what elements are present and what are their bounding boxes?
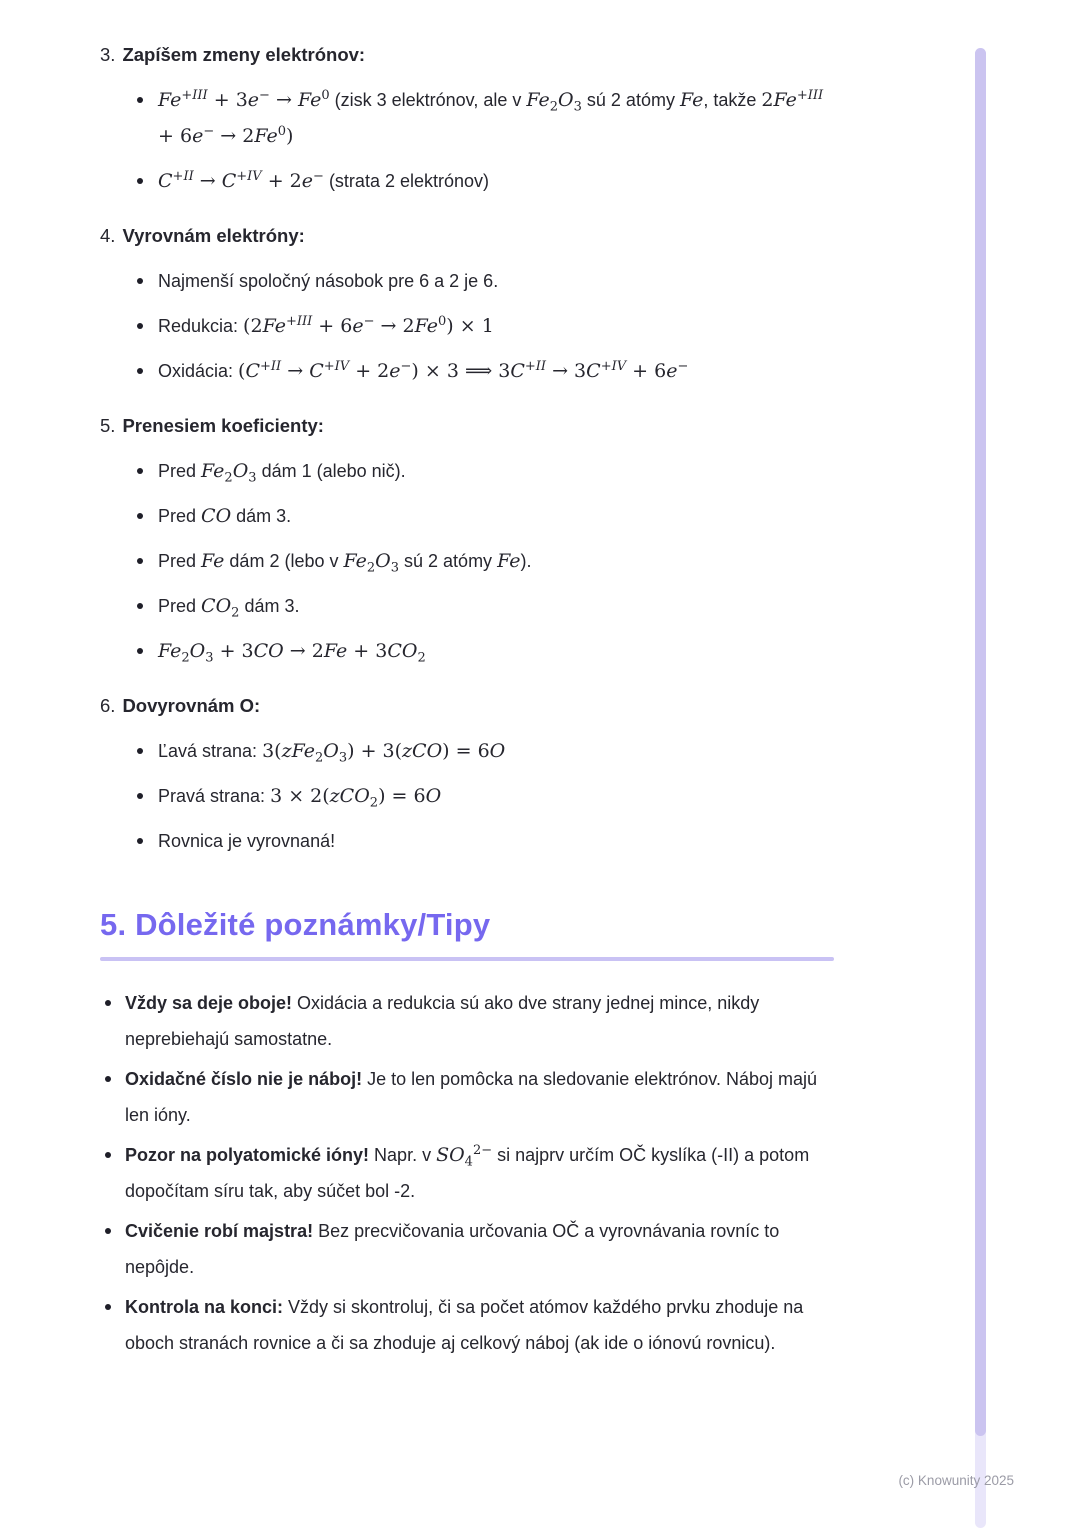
math-run: ) × 1 xyxy=(446,315,494,337)
section-title: Vyrovnám elektróny: xyxy=(122,225,305,246)
section-heading xyxy=(100,225,834,247)
notes-list xyxy=(100,985,834,1361)
math-run: 0 xyxy=(321,88,330,103)
text-run: Je to len pomôcka na sledovanie elektrónov. Náboj majú len ióny. xyxy=(125,1069,818,1125)
text-run: Rovnica je vyrovnaná! xyxy=(158,831,336,851)
math-run: O xyxy=(558,89,574,111)
math-run: ) × 3 xyxy=(411,360,465,382)
math-run: 2 xyxy=(366,560,376,576)
text-run: Oxidačné číslo nie je náboj! xyxy=(125,1069,363,1089)
text-run: (zisk 3 elektrónov, ale v xyxy=(329,90,527,110)
section-heading xyxy=(100,415,834,437)
document-body xyxy=(100,44,834,1365)
math-run: +II xyxy=(524,359,547,374)
list-item xyxy=(158,498,834,534)
math-run: + 6 xyxy=(158,125,193,147)
text-run: si najprv určím OČ kyslíka (-II) a potom dopočítam síru tak, aby súčet bol -2. xyxy=(125,1145,810,1201)
math-run: 3 xyxy=(338,750,348,766)
math-run: Fe xyxy=(343,550,367,572)
math-run: e xyxy=(192,125,204,147)
section-number: 5. xyxy=(100,415,116,436)
math-run: 2 xyxy=(231,605,240,621)
text-run: Pred xyxy=(158,551,202,571)
math-run: 3 xyxy=(205,650,214,666)
text-run: Ľavá strana: xyxy=(158,741,263,761)
section-bullet-list xyxy=(100,453,834,669)
math-run: Fe xyxy=(526,89,550,111)
scrollbar-thumb[interactable] xyxy=(975,48,986,1436)
math-run: 3 xyxy=(390,560,400,576)
math-run: + 2 xyxy=(349,360,390,382)
math-run: ) xyxy=(285,125,294,147)
text-run: Kontrola na konci: xyxy=(125,1297,284,1317)
math-run: → 2 xyxy=(374,315,415,337)
math-run: 2− xyxy=(472,1143,493,1158)
text-run: Pred xyxy=(158,461,202,481)
math-run: 3 xyxy=(573,99,582,115)
notes-heading: 5. Dôležité poznámky/Tipy xyxy=(100,907,491,942)
note-item xyxy=(125,1213,834,1285)
section-5 xyxy=(100,415,834,669)
math-run: 4 xyxy=(464,1154,473,1170)
text-run: Napr. v xyxy=(369,1145,437,1165)
math-run: O xyxy=(375,550,391,572)
math-run: O xyxy=(189,640,206,662)
footer xyxy=(898,1473,1014,1488)
list-item xyxy=(158,543,834,579)
text-run: Pred xyxy=(158,596,202,616)
math-run: Fe xyxy=(254,125,278,147)
math-run: Fe xyxy=(679,89,704,111)
numbered-sections xyxy=(100,44,834,859)
math-run: +IV xyxy=(323,359,350,374)
math-run: +II xyxy=(172,169,194,184)
math-run: C xyxy=(510,360,525,382)
math-run: + 3 xyxy=(347,640,388,662)
math-run: → 3 xyxy=(546,360,587,382)
text-run: Cvičenie robí majstra! xyxy=(125,1221,314,1241)
math-run: → xyxy=(281,360,310,382)
text-run: Vždy si skontroluj, či sa počet atómov každého prvku zhoduje na oboch stranách rovnice a či sa zhoduje aj celkový náboj (ak ide o iónovú rovnicu). xyxy=(125,1297,804,1353)
list-item xyxy=(158,778,834,814)
math-run: 2 xyxy=(314,750,324,766)
math-run: ⟹ xyxy=(464,360,493,382)
math-run: Fe xyxy=(158,89,182,111)
math-run: zFe xyxy=(281,740,315,762)
math-run: O xyxy=(489,740,506,762)
math-run: + 6 xyxy=(312,315,353,337)
text-run: Oxidácia a redukcia sú ako dve strany jednej mince, nikdy neprebiehajú samostatne. xyxy=(125,993,760,1049)
section-number: 3. xyxy=(100,44,116,65)
math-run: CO xyxy=(201,505,232,527)
math-run: O xyxy=(323,740,339,762)
list-item xyxy=(158,633,834,669)
math-run: O xyxy=(425,785,442,807)
math-run: +III xyxy=(181,88,208,103)
text-run: dám 3. xyxy=(231,506,292,526)
text-run: Vždy sa deje oboje! xyxy=(125,993,293,1013)
math-run: zCO xyxy=(402,740,443,762)
section-bullet-list xyxy=(100,263,834,389)
math-run: O xyxy=(232,460,249,482)
text-run: Pravá strana: xyxy=(158,786,271,806)
math-run: ) = 6 xyxy=(442,740,490,762)
math-run: Fe xyxy=(497,550,521,572)
math-run: 2 xyxy=(549,99,559,115)
list-item xyxy=(158,263,834,299)
text-run: Najmenší spoločný násobok pre 6 a 2 je 6. xyxy=(158,271,499,291)
math-run: 3( xyxy=(262,740,282,762)
math-run: Fe xyxy=(414,315,438,337)
list-item xyxy=(158,823,834,859)
section-title: Prenesiem koeficienty: xyxy=(122,415,324,436)
math-run: + 3 xyxy=(207,89,248,111)
math-run: Fe xyxy=(158,640,182,662)
math-run: 2 xyxy=(181,650,190,666)
math-run: + 2 xyxy=(261,170,302,192)
list-item xyxy=(158,163,834,199)
math-run: +III xyxy=(796,88,824,103)
text-run: sú 2 atómy xyxy=(399,551,498,571)
math-run: +III xyxy=(285,314,313,329)
math-run: e xyxy=(247,89,260,111)
copyright-text: (c) Knowunity 2025 xyxy=(898,1473,1014,1488)
section-4 xyxy=(100,225,834,389)
section-title: Zapíšem zmeny elektrónov: xyxy=(122,44,366,65)
math-run: 2 xyxy=(417,650,426,666)
math-run: 3 xyxy=(492,360,511,382)
math-run: e xyxy=(389,360,401,382)
math-run: − xyxy=(259,88,270,103)
math-run: 0 xyxy=(438,314,447,329)
math-run: → 2 xyxy=(214,125,255,147)
list-item xyxy=(158,353,834,389)
math-run: → xyxy=(193,170,222,192)
math-run: 2 xyxy=(369,795,379,811)
math-run: 3 xyxy=(248,470,257,486)
list-item xyxy=(158,308,834,344)
math-run: +IV xyxy=(600,359,627,374)
text-run: Redukcia: xyxy=(158,316,244,336)
math-run: (2 xyxy=(243,315,263,337)
section-number: 4. xyxy=(100,225,116,246)
text-run: dám 2 (lebo v xyxy=(224,551,344,571)
math-run: → 2 xyxy=(283,640,324,662)
math-run: e xyxy=(666,360,678,382)
math-run: 2 xyxy=(224,470,233,486)
math-run: 3 × 2( xyxy=(270,785,330,807)
math-run: C xyxy=(245,360,261,382)
section-bullet-list xyxy=(100,733,834,859)
math-run: ( xyxy=(238,360,246,382)
scrollbar-track[interactable] xyxy=(975,48,986,1528)
math-run: SO xyxy=(436,1144,465,1166)
math-run: → xyxy=(269,89,298,111)
math-run: − xyxy=(363,314,375,329)
note-item xyxy=(125,1061,834,1133)
math-run: Fe xyxy=(201,550,225,572)
math-run: Fe xyxy=(262,315,286,337)
math-run: − xyxy=(677,359,689,374)
math-run: C xyxy=(158,170,173,192)
notes-heading-rule xyxy=(100,957,834,961)
math-run: CO xyxy=(201,595,232,617)
math-run: + 6 xyxy=(626,360,667,382)
math-run: C xyxy=(309,360,324,382)
math-run: ) + 3( xyxy=(347,740,403,762)
math-run: 2 xyxy=(761,89,774,111)
section-6 xyxy=(100,695,834,859)
text-run: Pozor na polyatomické ióny! xyxy=(125,1145,370,1165)
text-run: Oxidácia: xyxy=(158,361,239,381)
text-run: sú 2 atómy xyxy=(581,90,680,110)
list-item xyxy=(158,453,834,489)
math-run: C xyxy=(221,170,237,192)
math-run: +II xyxy=(260,359,282,374)
math-run: +IV xyxy=(236,169,262,184)
math-run: e xyxy=(301,170,314,192)
text-run: dám 3. xyxy=(239,596,300,616)
math-run: Fe xyxy=(773,89,797,111)
math-run: − xyxy=(203,124,215,139)
text-run: (strata 2 elektrónov) xyxy=(323,171,490,191)
text-run: Bez precvičovania určovania OČ a vyrovnávania rovníc to nepôjde. xyxy=(125,1221,780,1277)
math-run: CO xyxy=(253,640,284,662)
list-item xyxy=(158,588,834,624)
math-run: − xyxy=(400,359,412,374)
math-run: Fe xyxy=(323,640,348,662)
note-item xyxy=(125,985,834,1057)
section-heading xyxy=(100,695,834,717)
section-number: 6. xyxy=(100,695,116,716)
math-run: Fe xyxy=(201,460,225,482)
note-item xyxy=(125,1137,834,1209)
math-run: + 3 xyxy=(213,640,254,662)
math-run: e xyxy=(352,315,364,337)
section-bullet-list xyxy=(100,82,834,199)
math-run: ) = 6 xyxy=(378,785,426,807)
math-run: 0 xyxy=(277,124,286,139)
section-title: Dovyrovnám O: xyxy=(122,695,261,716)
text-run: , takže xyxy=(703,90,762,110)
list-item xyxy=(158,733,834,769)
math-run: C xyxy=(586,360,601,382)
math-run: CO xyxy=(387,640,418,662)
text-run: Pred xyxy=(158,506,202,526)
math-run: Fe xyxy=(297,89,322,111)
math-run: − xyxy=(313,169,324,184)
section-3 xyxy=(100,44,834,199)
section-heading xyxy=(100,44,834,66)
list-item xyxy=(158,82,834,154)
text-run: ). xyxy=(520,551,532,571)
note-item xyxy=(125,1289,834,1361)
text-run: dám 1 (alebo nič). xyxy=(256,461,406,481)
math-run: zCO xyxy=(329,785,370,807)
